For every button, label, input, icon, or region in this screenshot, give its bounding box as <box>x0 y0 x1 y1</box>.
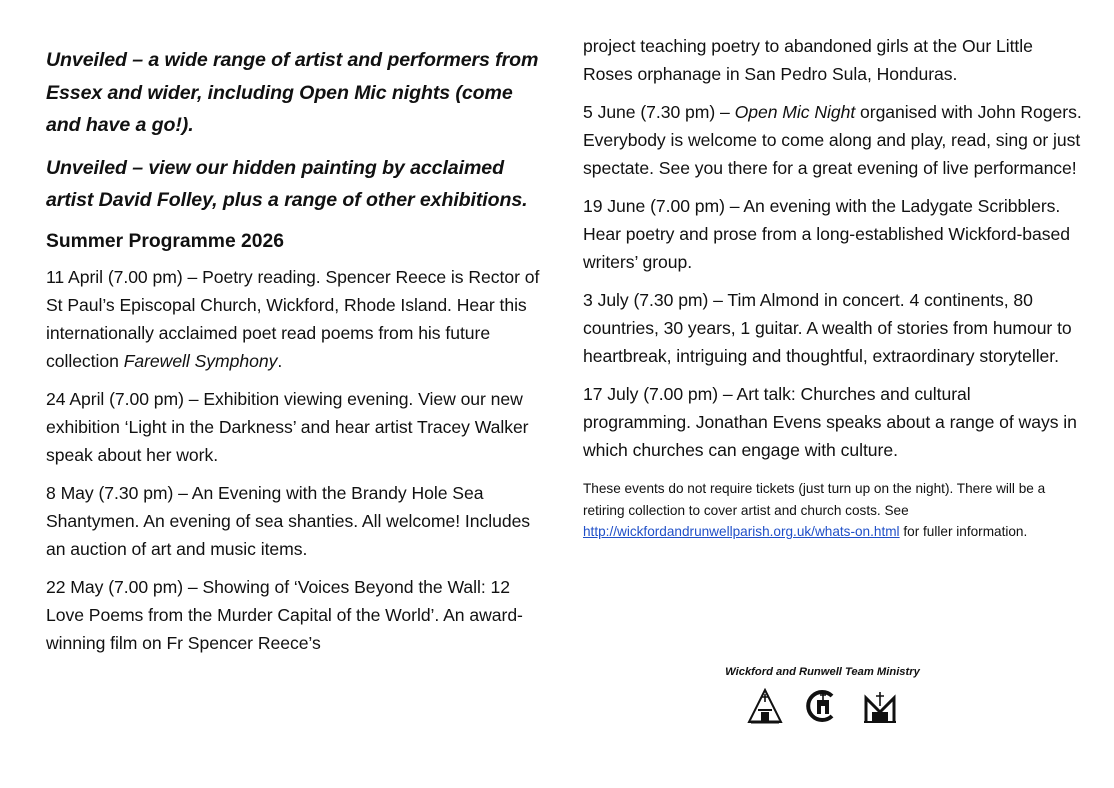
right-column <box>583 36 1083 543</box>
ticket-notice <box>583 478 1083 543</box>
event-8-may: 8 May (7.30 pm) – An Evening with the Brandy Hole Sea Shantymen. An evening of sea shanties. All welcome! Includes an auction of art and music items. <box>46 482 531 559</box>
event-24-april: 24 April (7.00 pm) – Exhibition viewing evening. View our new exhibition ‘Light in the Darkness’ and hear artist Tracey Walker speak about her work. <box>46 388 529 465</box>
event-title-open-mic: Open Mic Night <box>734 102 856 122</box>
event-17-july: 17 July (7.00 pm) – Art talk: Churches and cultural programming. Jonathan Evens speaks about a range of ways in which churches can engage with culture. <box>583 384 1077 460</box>
event-text: 11 April (7.00 pm) – Poetry reading. Spencer Reece is Rector of St Paul’s Episcopal Church, Wickford, Rhode Island. Hear this internationally acclaimed poet read poems from his future collection <box>46 266 540 371</box>
ministry-footer <box>720 666 925 724</box>
event-3-july: 3 July (7.30 pm) – Tim Almond in concert. 4 continents, 80 countries, 30 years, 1 guitar. A wealth of stories from humour to heartbreak, intriguing and thoughtful, extraordinary storyteller. <box>583 290 1072 366</box>
event-22-may: 22 May (7.00 pm) – Showing of ‘Voices Beyond the Wall: 12 Love Poems from the Murder Capital of the World’. An award-winning film on Fr Spencer Reece’s <box>46 576 523 653</box>
event-text-end: organised with John Rogers. Everybody is welcome to come along and play, read, sing or just spectate. See you there for a great evening of live performance! <box>583 102 1082 178</box>
collection-title: Farewell Symphony <box>123 350 278 371</box>
notice-text-end: for fuller information. <box>899 524 1028 539</box>
event-5-june <box>583 98 1083 182</box>
church-m-logo <box>860 688 900 724</box>
headline-open-mic: Unveiled – a wide range of artist and performers from Essex and wider, including Open Mic nights (come and have a go!). <box>46 49 539 136</box>
church-a-logo <box>745 688 785 724</box>
whats-on-link[interactable]: http://wickfordandrunwellparish.org.uk/whats-on.html <box>583 524 900 539</box>
headline-hidden-painting: Unveiled – view our hidden painting by acclaimed artist David Folley, plus a range of other exhibitions. <box>46 156 528 211</box>
church-c-logo <box>802 688 842 724</box>
event-11-april <box>46 263 546 375</box>
event-text: 5 June (7.30 pm) – <box>583 102 735 122</box>
event-text-end: . <box>277 350 283 371</box>
left-column <box>46 44 546 667</box>
ministry-title: Wickford and Runwell Team Ministry <box>725 666 920 678</box>
event-19-june: 19 June (7.00 pm) – An evening with the Ladygate Scribblers. Hear poetry and prose from a long-established Wickford-based writers’ group. <box>583 196 1070 272</box>
notice-text: These events do not require tickets (just turn up on the night). There will be a retiring collection to cover artist and church costs. See <box>583 481 1046 518</box>
programme-heading: Summer Programme 2026 <box>46 230 284 252</box>
event-22-may-continued: project teaching poetry to abandoned girls at the Our Little Roses orphanage in San Pedro Sula, Honduras. <box>583 36 1033 84</box>
church-logos <box>720 688 925 724</box>
